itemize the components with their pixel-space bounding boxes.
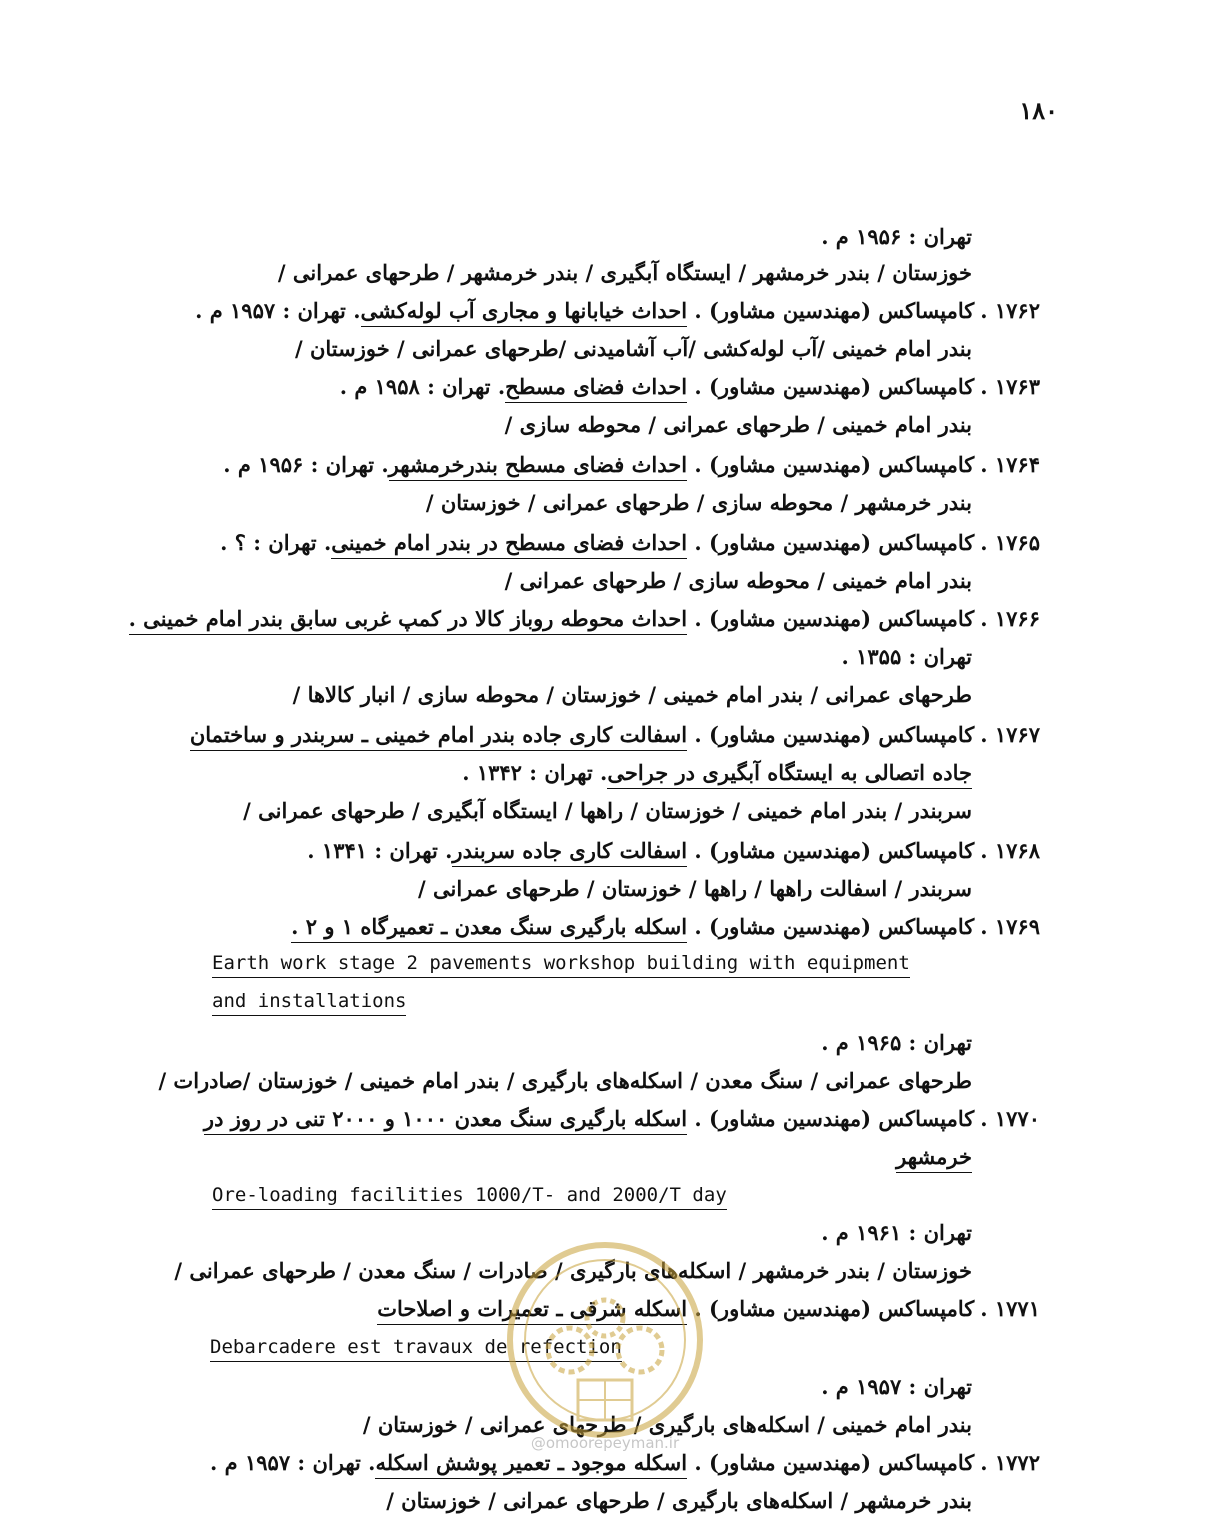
entry-number: ۱۷۶۴ . xyxy=(980,452,1040,477)
latin-title: Debarcadere est travaux de refection xyxy=(210,1336,622,1362)
entry-1765-subjects: بندر امام خمینی / محوطه سازی / طرحهای عمرانی / xyxy=(504,568,972,593)
entry-imprint: . تهران : ۱۹۵۷ م . xyxy=(210,1450,376,1475)
entry-imprint: . تهران : ۱۹۵۷ م . xyxy=(195,298,361,323)
entry-number: ۱۷۶۷ . xyxy=(980,722,1040,747)
entry-1770 xyxy=(204,1108,1040,1129)
entry-author: کامپساکس (مهندسین مشاور) . xyxy=(694,530,975,555)
entry-1769-imprint: تهران : ۱۹۶۵ م . xyxy=(821,1030,972,1055)
entry-number: ۱۷۶۹ . xyxy=(980,914,1040,939)
entry-imprint: . تهران : ۱۹۵۸ م . xyxy=(339,374,506,399)
entry-title: احداث خیابانها و مجاری آب لوله‌کشی xyxy=(361,298,688,327)
entry-title: اسکله موجود ـ تعمیر پوشش اسکله xyxy=(375,1450,687,1479)
entry-number: ۱۷۷۲ . xyxy=(980,1450,1040,1475)
entry-author: کامپساکس (مهندسین مشاور) . xyxy=(694,838,975,863)
watermark-text: @omoorepeyman.ir xyxy=(530,1434,680,1452)
entry-1769-subjects: طرحهای عمرانی / سنگ معدن / اسکله‌های بارگیری / بندر امام خمینی / خوزستان /صادرات / xyxy=(158,1068,972,1093)
latin-title: Ore-loading facilities 1000/T- and 2000/T day xyxy=(212,1184,727,1210)
entry-1763 xyxy=(340,376,1040,397)
entry-1770-subjects: خوزستان / بندر خرمشهر / اسکله‌های بارگیری / صادرات / سنگ معدن / طرحهای عمرانی / xyxy=(174,1258,972,1283)
entry-title: اسکله بارگیری سنگ معدن ـ تعمیرگاه ۱ و ۲ . xyxy=(291,914,687,943)
entry-number: ۱۷۷۱ . xyxy=(980,1296,1040,1321)
entry-1767 xyxy=(190,724,1040,745)
entry-author: کامپساکس (مهندسین مشاور) . xyxy=(694,914,975,939)
entry-1772-subjects: بندر خرمشهر / اسکله‌های بارگیری / طرحهای عمرانی / خوزستان / xyxy=(386,1488,972,1513)
entry-1768-subjects: سربندر / اسفالت راهها / راهها / خوزستان / طرحهای عمرانی / xyxy=(418,876,972,901)
entry-author: کامپساکس (مهندسین مشاور) . xyxy=(694,298,975,323)
entry-imprint: . تهران : ؟ . xyxy=(220,530,332,555)
entry-1761-imprint: تهران : ۱۹۵۶ م . xyxy=(821,224,972,249)
entry-1769 xyxy=(291,916,1040,937)
entry-number: ۱۷۷۰ . xyxy=(980,1106,1040,1131)
entry-1766-imprint: تهران : ۱۳۵۵ . xyxy=(841,644,972,669)
entry-title: اسفالت کاری جاده بندر امام خمینی ـ سربندر و ساختمان xyxy=(190,722,687,751)
entry-1771 xyxy=(377,1298,1040,1319)
entry-1770-latin-title xyxy=(212,1186,727,1205)
entry-title: اسفالت کاری جاده سربندر xyxy=(452,838,687,867)
entry-1761-subjects: خوزستان / بندر خرمشهر / ایستگاه آبگیری / بندر خرمشهر / طرحهای عمرانی / xyxy=(277,260,972,285)
entry-1771-imprint: تهران : ۱۹۵۷ م . xyxy=(821,1374,972,1399)
entry-title: اسکله بارگیری سنگ معدن ۱۰۰۰ و ۲۰۰۰ تنی در روز در xyxy=(204,1106,687,1135)
entry-imprint: . تهران : ۱۳۴۱ . xyxy=(307,838,453,863)
entry-1770-imprint: تهران : ۱۹۶۱ م . xyxy=(821,1220,972,1245)
entry-number: ۱۷۶۸ . xyxy=(980,838,1040,863)
entry-imprint: . تهران : ۱۳۴۲ . xyxy=(462,760,608,785)
entry-title: احداث محوطه روباز کالا در کمپ غربی سابق بندر امام خمینی . xyxy=(129,606,688,635)
entry-1770-continued xyxy=(896,1146,972,1167)
entry-number: ۱۷۶۵ . xyxy=(980,530,1040,555)
entry-1762 xyxy=(195,300,1040,321)
page-number: ۱۸۰ xyxy=(1019,96,1058,125)
entry-1762-subjects: بندر امام خمینی /آب لوله‌کشی /آب آشامیدنی /طرحهای عمرانی / خوزستان / xyxy=(295,336,972,361)
entry-title: احداث فضای مسطح بندرخرمشهر xyxy=(389,452,687,481)
entry-1772 xyxy=(210,1452,1040,1473)
entry-imprint: . تهران : ۱۹۵۶ م . xyxy=(223,452,389,477)
entry-author: کامپساکس (مهندسین مشاور) . xyxy=(694,1296,975,1321)
entry-1769-latin-title-continued xyxy=(212,992,406,1011)
entry-title-continued: خرمشهر xyxy=(896,1144,972,1173)
entry-number: ۱۷۶۳ . xyxy=(980,374,1040,399)
entry-1767-subjects: سربندر / بندر امام خمینی / خوزستان / راهها / ایستگاه آبگیری / طرحهای عمرانی / xyxy=(243,798,972,823)
entry-title: احداث فضای مسطح در بندر امام خمینی xyxy=(331,530,687,559)
latin-title-line-1: Earth work stage 2 pavements workshop building with equipment xyxy=(212,952,910,978)
entry-author: کامپساکس (مهندسین مشاور) . xyxy=(694,452,975,477)
entry-1764-subjects: بندر خرمشهر / محوطه سازی / طرحهای عمرانی / خوزستان / xyxy=(425,490,972,515)
watermark-gear-right xyxy=(618,1328,662,1372)
entry-author: کامپساکس (مهندسین مشاور) . xyxy=(694,722,975,747)
entry-author: کامپساکس (مهندسین مشاور) . xyxy=(694,1106,975,1131)
entry-number: ۱۷۶۶ . xyxy=(980,606,1040,631)
entry-1764 xyxy=(223,454,1040,475)
entry-number: ۱۷۶۲ . xyxy=(980,298,1040,323)
entry-author: کامپساکس (مهندسین مشاور) . xyxy=(694,1450,975,1475)
entry-1765 xyxy=(220,532,1040,553)
entry-author: کامپساکس (مهندسین مشاور) . xyxy=(694,374,975,399)
latin-title-line-2: and installations xyxy=(212,990,406,1016)
entry-author: کامپساکس (مهندسین مشاور) . xyxy=(694,606,975,631)
entry-1769-latin-title xyxy=(212,954,910,973)
entry-1767-continued xyxy=(462,762,972,783)
entry-1771-subjects: بندر امام خمینی / اسکله‌های بارگیری / طرحهای عمرانی / خوزستان / xyxy=(362,1412,972,1437)
entry-1763-subjects: بندر امام خمینی / طرحهای عمرانی / محوطه سازی / xyxy=(504,412,972,437)
entry-title: اسکله شرقی ـ تعمیرات و اصلاحات xyxy=(377,1296,687,1325)
entry-1766-subjects: طرحهای عمرانی / بندر امام خمینی / خوزستان / محوطه سازی / انبار کالاها / xyxy=(292,682,972,707)
entry-1766 xyxy=(129,608,1040,629)
entry-title-continued: جاده اتصالی به ایستگاه آبگیری در جراحی xyxy=(607,760,972,789)
entry-1771-latin-title xyxy=(210,1338,622,1357)
entry-title: احداث فضای مسطح xyxy=(505,374,687,403)
entry-1768 xyxy=(307,840,1040,861)
